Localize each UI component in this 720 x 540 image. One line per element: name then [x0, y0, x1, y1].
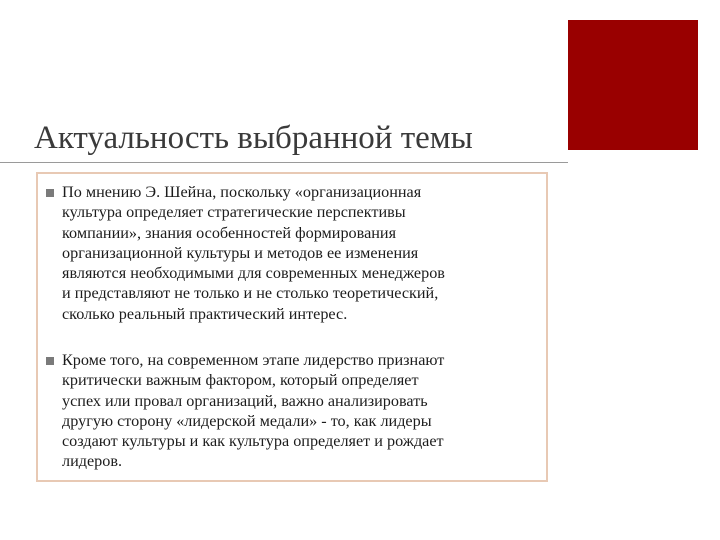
bullet-line: По мнению Э. Шейна, поскольку «организационная	[62, 183, 422, 201]
slide-title: Актуальность выбранной темы	[34, 120, 473, 156]
content-box	[36, 172, 548, 482]
title-divider	[0, 162, 568, 163]
decorative-accent-square	[568, 20, 698, 150]
bullet-line: компании», знания особенностей формирования	[62, 223, 397, 242]
bullet-line: успех или провал организаций, важно анализировать	[62, 391, 428, 410]
bullet-line: и представляют не только и не столько теоретический,	[62, 284, 439, 303]
square-bullet-icon	[46, 357, 54, 365]
bullet-line: другую сторону «лидерской медали» - то, как лидеры	[62, 411, 432, 430]
bullet-text	[62, 350, 538, 472]
bullet-line: лидеров.	[62, 452, 123, 471]
bullet-line: Кроме того, на современном этапе лидерство признают	[62, 351, 445, 369]
bullet-line: культура определяет стратегические перспективы	[62, 203, 406, 222]
square-bullet-icon	[46, 189, 54, 197]
bullet-line: являются необходимыми для современных менеджеров	[62, 264, 445, 283]
bullet-line: организационной культуры и методов ее изменения	[62, 243, 419, 262]
bullet-text	[62, 182, 538, 324]
bullet-line: создают культуры и как культура определяет и рождает	[62, 432, 444, 451]
bullet-line: критически важным фактором, который определяет	[62, 371, 419, 390]
bullet-line: сколько реальный практический интерес.	[62, 304, 348, 323]
